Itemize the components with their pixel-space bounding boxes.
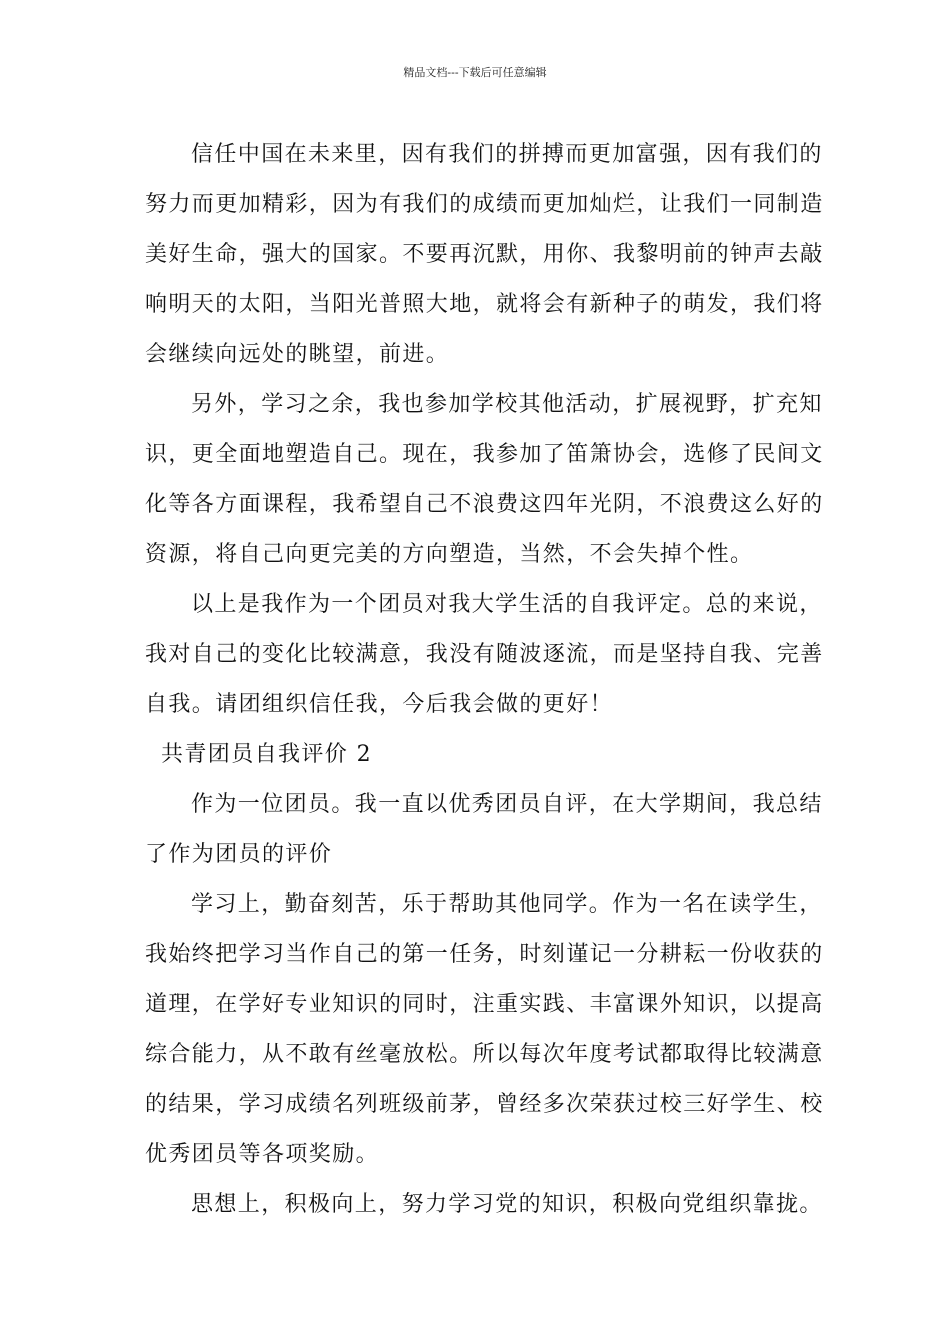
paragraph-line: 了作为团员的评价 [145, 842, 333, 867]
paragraph-line: 以上是我作为一个团员对我大学生活的自我评定。总的来说， [191, 592, 823, 617]
paragraph-line: 优秀团员等各项奖励。 [145, 1142, 380, 1167]
paragraph-line: 道理，在学好专业知识的同时，注重实践、丰富课外知识，以提高 [145, 992, 824, 1017]
paragraph-line: 美好生命，强大的国家。不要再沉默，用你、我黎明前的钟声去敲 [145, 242, 824, 267]
paragraph-line: 我始终把学习当作自己的第一任务，时刻谨记一分耕耘一份收获的 [145, 942, 824, 967]
section-heading: 共青团员自我评价 2 [161, 742, 372, 767]
paragraph-line: 我对自己的变化比较满意，我没有随波逐流，而是坚持自我、完善 [145, 642, 824, 667]
paragraph-line: 综合能力，从不敢有丝毫放松。所以每次年度考试都取得比较满意 [145, 1042, 824, 1067]
paragraph-line: 的结果，学习成绩名列班级前茅，曾经多次荣获过校三好学生、校 [145, 1092, 824, 1117]
paragraph-line: 化等各方面课程，我希望自己不浪费这四年光阴，不浪费这么好的 [145, 492, 824, 517]
paragraph-line: 自我。请团组织信任我，今后我会做的更好！ [145, 692, 614, 717]
paragraph-line: 会继续向远处的眺望，前进。 [145, 342, 450, 367]
paragraph-line: 学习上，勤奋刻苦，乐于帮助其他同学。作为一名在读学生， [191, 892, 823, 917]
paragraph-line: 努力而更加精彩，因为有我们的成绩而更加灿烂，让我们一同制造 [145, 192, 824, 217]
paragraph-line: 作为一位团员。我一直以优秀团员自评，在大学期间，我总结 [191, 792, 823, 817]
document-body [145, 130, 824, 1230]
paragraph-line: 思想上，积极向上，努力学习党的知识，积极向党组织靠拢。 [191, 1192, 823, 1217]
paragraph-line: 另外，学习之余，我也参加学校其他活动，扩展视野，扩充知 [191, 392, 823, 417]
paragraph-line: 响明天的太阳，当阳光普照大地，就将会有新种子的萌发，我们将 [145, 292, 824, 317]
paragraph-line: 信任中国在未来里，因有我们的拼搏而更加富强，因有我们的 [191, 142, 823, 167]
paragraph-line: 识，更全面地塑造自己。现在，我参加了笛箫协会，选修了民间文 [145, 442, 824, 467]
page-header: 精品文档---下载后可任意编辑 [403, 66, 547, 79]
paragraph-line: 资源，将自己向更完美的方向塑造，当然，不会失掉个性。 [145, 542, 754, 567]
